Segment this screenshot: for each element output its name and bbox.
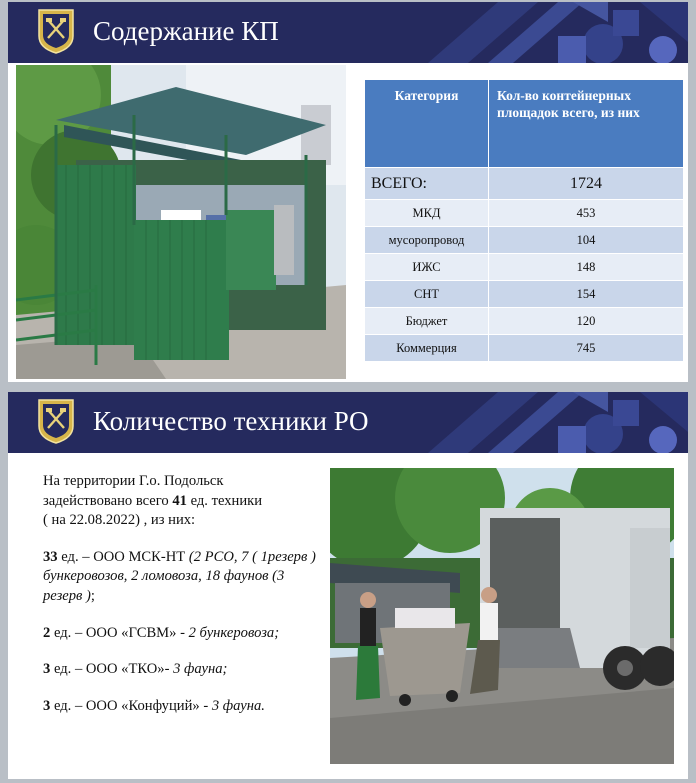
intro-line	[43, 492, 323, 512]
total-vehicles-count: 41	[172, 492, 187, 509]
table-row	[365, 200, 684, 227]
row-value: 453	[489, 200, 684, 227]
item-detail: (2 РСО, 7 ( 1резерв ) бункеровозов, 2 ломовоза, 18 фаунов (3 резерв )	[43, 548, 316, 604]
total-label: ВСЕГО:	[365, 168, 489, 200]
table-row	[365, 254, 684, 281]
header-pattern-icon	[408, 392, 688, 453]
vehicles-text	[43, 472, 323, 716]
item-detail: 2 бункеровоза;	[188, 624, 280, 641]
row-label: Коммерция	[365, 335, 489, 362]
row-value: 154	[489, 281, 684, 308]
item-count: 33	[43, 548, 58, 565]
row-value: 148	[489, 254, 684, 281]
table-header-category: Категория	[365, 80, 489, 168]
operator-item	[43, 660, 323, 680]
container-points-table	[364, 79, 684, 362]
row-label: МКД	[365, 200, 489, 227]
operator-item	[43, 697, 323, 717]
total-value: 1724	[489, 168, 684, 200]
table-row	[365, 227, 684, 254]
item-org: ед. – ООО «ГСВМ» -	[50, 624, 189, 641]
slide-vehicles	[8, 392, 688, 779]
table-row	[365, 335, 684, 362]
intro-line: ( на 22.08.2022) , из них:	[43, 512, 196, 529]
row-label: ИЖС	[365, 254, 489, 281]
item-detail: 3 фауна;	[173, 661, 228, 678]
item-detail: 3 фауна.	[211, 697, 265, 714]
header-pattern-icon	[408, 2, 688, 63]
item-org: ед. – ООО МСК-НТ	[57, 548, 189, 565]
operator-item	[43, 548, 323, 607]
row-value: 104	[489, 227, 684, 254]
table-row	[365, 281, 684, 308]
item-org: ед. – ООО «ТКО»-	[50, 661, 174, 678]
item-count: 3	[43, 661, 51, 678]
row-value: 120	[489, 308, 684, 335]
intro-line: На территории Г.о. Подольск	[43, 473, 224, 489]
intro-text: ед. техники	[186, 492, 263, 509]
operator-item	[43, 624, 323, 644]
container-site-photo	[16, 65, 346, 379]
table-row-total	[365, 168, 684, 200]
row-label: мусоропровод	[365, 227, 489, 254]
row-label: Бюджет	[365, 308, 489, 335]
slide-container-points	[8, 2, 688, 382]
slide-header	[8, 2, 688, 63]
slide-title: Содержание КП	[93, 16, 279, 46]
row-value: 745	[489, 335, 684, 362]
podolsk-coat-of-arms-icon	[37, 398, 75, 444]
item-count: 2	[43, 624, 51, 641]
item-tail: ;	[90, 587, 95, 604]
item-org: ед. – ООО «Конфуций» -	[50, 697, 212, 714]
table-header-count: Кол-во контейнерных площадок всего, из них	[489, 80, 684, 168]
podolsk-coat-of-arms-icon	[37, 8, 75, 54]
row-label: СНТ	[365, 281, 489, 308]
table-row	[365, 308, 684, 335]
intro-text: задействовано всего	[43, 492, 173, 509]
slide-header	[8, 392, 688, 453]
slide-title: Количество техники РО	[93, 406, 369, 436]
item-count: 3	[43, 697, 51, 714]
garbage-truck-photo	[330, 468, 674, 764]
